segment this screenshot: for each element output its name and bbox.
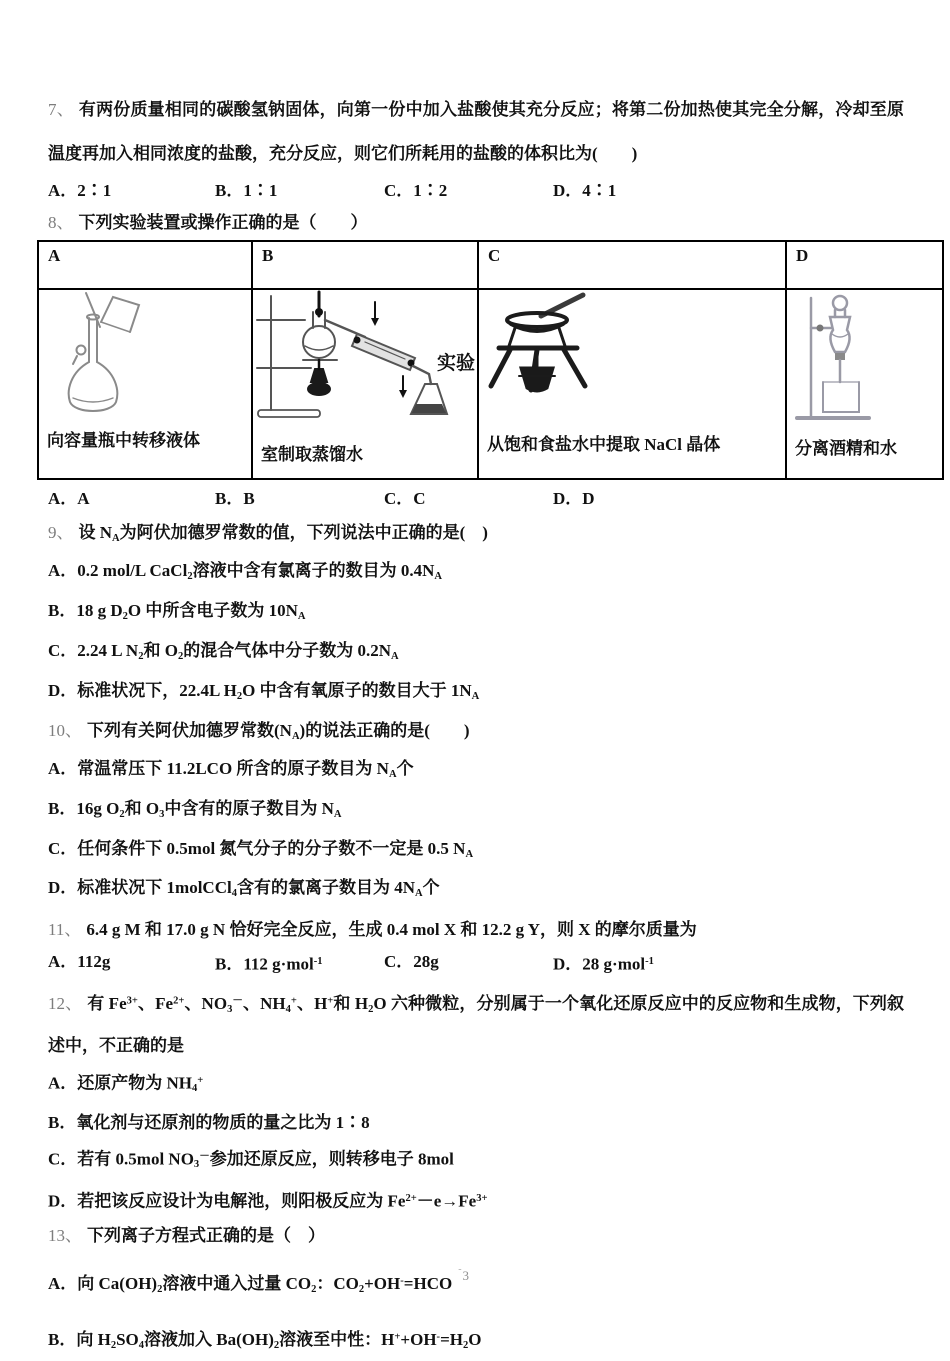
- q13-option-a: A．向 $Ca(OH)_2$溶液中通入过量 $CO_2$：$CO_2+OH^-=HCO^{-3}$: [48, 1263, 470, 1295]
- q8-option-c: C．C: [384, 489, 426, 508]
- question-10-number: 10、: [48, 720, 82, 740]
- q10-option-b: B．16g $O_2$和 $O_3$中含有的原子数目为 $N_A$: [48, 798, 342, 820]
- apparatus-cell-a: [38, 289, 252, 479]
- q9-option-d: D．标准状况下，22.4L $H_2O$ 中含有氧原子的数目大于 $1N_A$: [48, 680, 480, 702]
- q9-option-c: C．2.24 L $N_2$和 $O_2$的混合气体中分子数为 $0.2N_A$: [48, 640, 399, 662]
- question-9-title: [48, 518, 904, 554]
- apparatus-cell-c: [478, 289, 786, 479]
- q11-option-d: D．28 g·mol$^{-1}$: [553, 954, 654, 974]
- question-11-title: [48, 915, 904, 945]
- q8-option-b: B．B: [215, 489, 255, 508]
- question-13-title: [48, 1221, 904, 1251]
- question-11-body: 6.4 g M 和 17.0 g N 恰好完全反应，生成 0.4 mol X 和 12.2 g Y，则 X 的摩尔质量为: [86, 920, 697, 940]
- apparatus-cell-b: [252, 289, 478, 479]
- q12-option-d: D．若把该反应设计为电解池，则阳极反应为 $Fe^{2+}-e\to Fe^{3+}$: [48, 1191, 488, 1211]
- apparatus-b-inline-label: 实验: [436, 353, 475, 374]
- q12-option-b: B．氧化剂与还原剂的物质的量之比为 1∶8: [48, 1113, 370, 1133]
- question-7-options: [48, 176, 904, 206]
- q13-option-a-stray-mark: -: [458, 1263, 462, 1275]
- question-12-number: 12、: [48, 993, 83, 1013]
- distillation-setup-figure: [253, 290, 477, 429]
- apparatus-header-a: A: [38, 241, 252, 289]
- apparatus-header-row: [38, 241, 943, 289]
- q10-option-a: A．常温常压下 11.2LCO 所含的原子数目为 $N_A$个: [48, 758, 414, 780]
- question-12-text: [48, 984, 904, 1064]
- question-10-title: [48, 716, 904, 752]
- question-11-options: [48, 947, 904, 979]
- q12-option-c: C．若有 0.5mol $NO_3^-$参加还原反应，则转移电子 8mol: [48, 1149, 454, 1171]
- q10-option-d: D．标准状况下 1molCCl$_4$含有的氯离子数目为 $4N_A$个: [48, 878, 440, 900]
- q8-option-a: A．A: [48, 489, 90, 508]
- q7-option-a: A．2∶1: [48, 181, 112, 200]
- apparatus-header-d: D: [786, 241, 943, 289]
- question-7-body: 有两份质量相同的碳酸氢钠固体，向第一份中加入盐酸使其充分反应；将第二份加热使其完全分解，冷却至原温度再加入相同浓度的盐酸，充分反应，则它们所耗用的盐酸的体积比为( ): [48, 100, 905, 163]
- question-8-title: [48, 208, 904, 238]
- apparatus-header-c: C: [478, 241, 786, 289]
- q7-option-d: D．4∶1: [553, 181, 617, 200]
- question-9-number: 9、: [48, 523, 74, 542]
- question-13-body: 下列离子方程式正确的是（ ）: [87, 1225, 325, 1245]
- q13-option-b: B．向 $H_2SO_4$溶液加入 $Ba(OH)_2$溶液至中性：$H^++OH^-=H_2O$: [48, 1329, 482, 1351]
- question-8-body: 下列实验装置或操作正确的是（ ）: [78, 213, 368, 232]
- question-11-number: 11、: [48, 920, 82, 940]
- question-13-number: 13、: [48, 1225, 82, 1245]
- question-8-number: 8、: [48, 213, 74, 232]
- apparatus-cell-d: [786, 289, 943, 479]
- separating-funnel-on-stand-figure: [787, 290, 942, 435]
- apparatus-caption-a: 向容量瓶中转移液体: [47, 431, 200, 450]
- apparatus-comparison-table: [37, 240, 944, 480]
- q11-option-c: C．28g: [384, 952, 439, 972]
- apparatus-caption-d: 分离酒精和水: [795, 439, 897, 458]
- q7-option-b: B．1∶1: [215, 181, 278, 200]
- q13-option-a-stray-subscript: 3: [462, 1267, 470, 1283]
- q9-option-b: B．18 g $D_2O$ 中所含电子数为 $10N_A$: [48, 600, 306, 622]
- q12-option-a: A．还原产物为 $NH_4^+$: [48, 1073, 204, 1095]
- question-12-body: 有 $Fe^{3+}$、$Fe^{2+}$、$NO_3^-$、$NH_4^+$、H+和 $H_2O$ 六种微粒，分别属于一个氧化还原反应中的反应物和生成物，下列叙述中，不正确的是: [48, 993, 905, 1055]
- evaporation-on-tripod-figure: [479, 290, 785, 415]
- question-9-body: 设 $N_A$为阿伏加德罗常数的值，下列说法中正确的是( ): [78, 523, 488, 544]
- question-7-text: [48, 88, 904, 176]
- q11-option-b: B．112 g·mol$^{-1}$: [215, 954, 323, 974]
- q7-option-c: C．1∶2: [384, 181, 448, 200]
- apparatus-caption-b: 室制取蒸馏水: [261, 445, 363, 464]
- q11-option-a: A．112g: [48, 952, 111, 972]
- q10-option-c: C．任何条件下 0.5mol 氮气分子的分子数不一定是 0.5 $N_A$: [48, 838, 474, 860]
- question-7-number: 7、: [48, 100, 74, 119]
- volumetric-flask-transfer-figure: [39, 290, 251, 427]
- question-8-options: [48, 484, 904, 514]
- q9-option-a: A．0.2 mol/L CaCl$_2$溶液中含有氯离子的数目为 $0.4N_A$: [48, 560, 442, 582]
- question-10-body: 下列有关阿伏加德罗常数$(N_A)$的说法正确的是( ): [87, 720, 470, 742]
- apparatus-caption-c: 从饱和食盐水中提取 NaCl 晶体: [487, 435, 721, 454]
- q8-option-d: D．D: [553, 489, 595, 508]
- apparatus-figure-row: [38, 289, 943, 479]
- apparatus-header-b: B: [252, 241, 478, 289]
